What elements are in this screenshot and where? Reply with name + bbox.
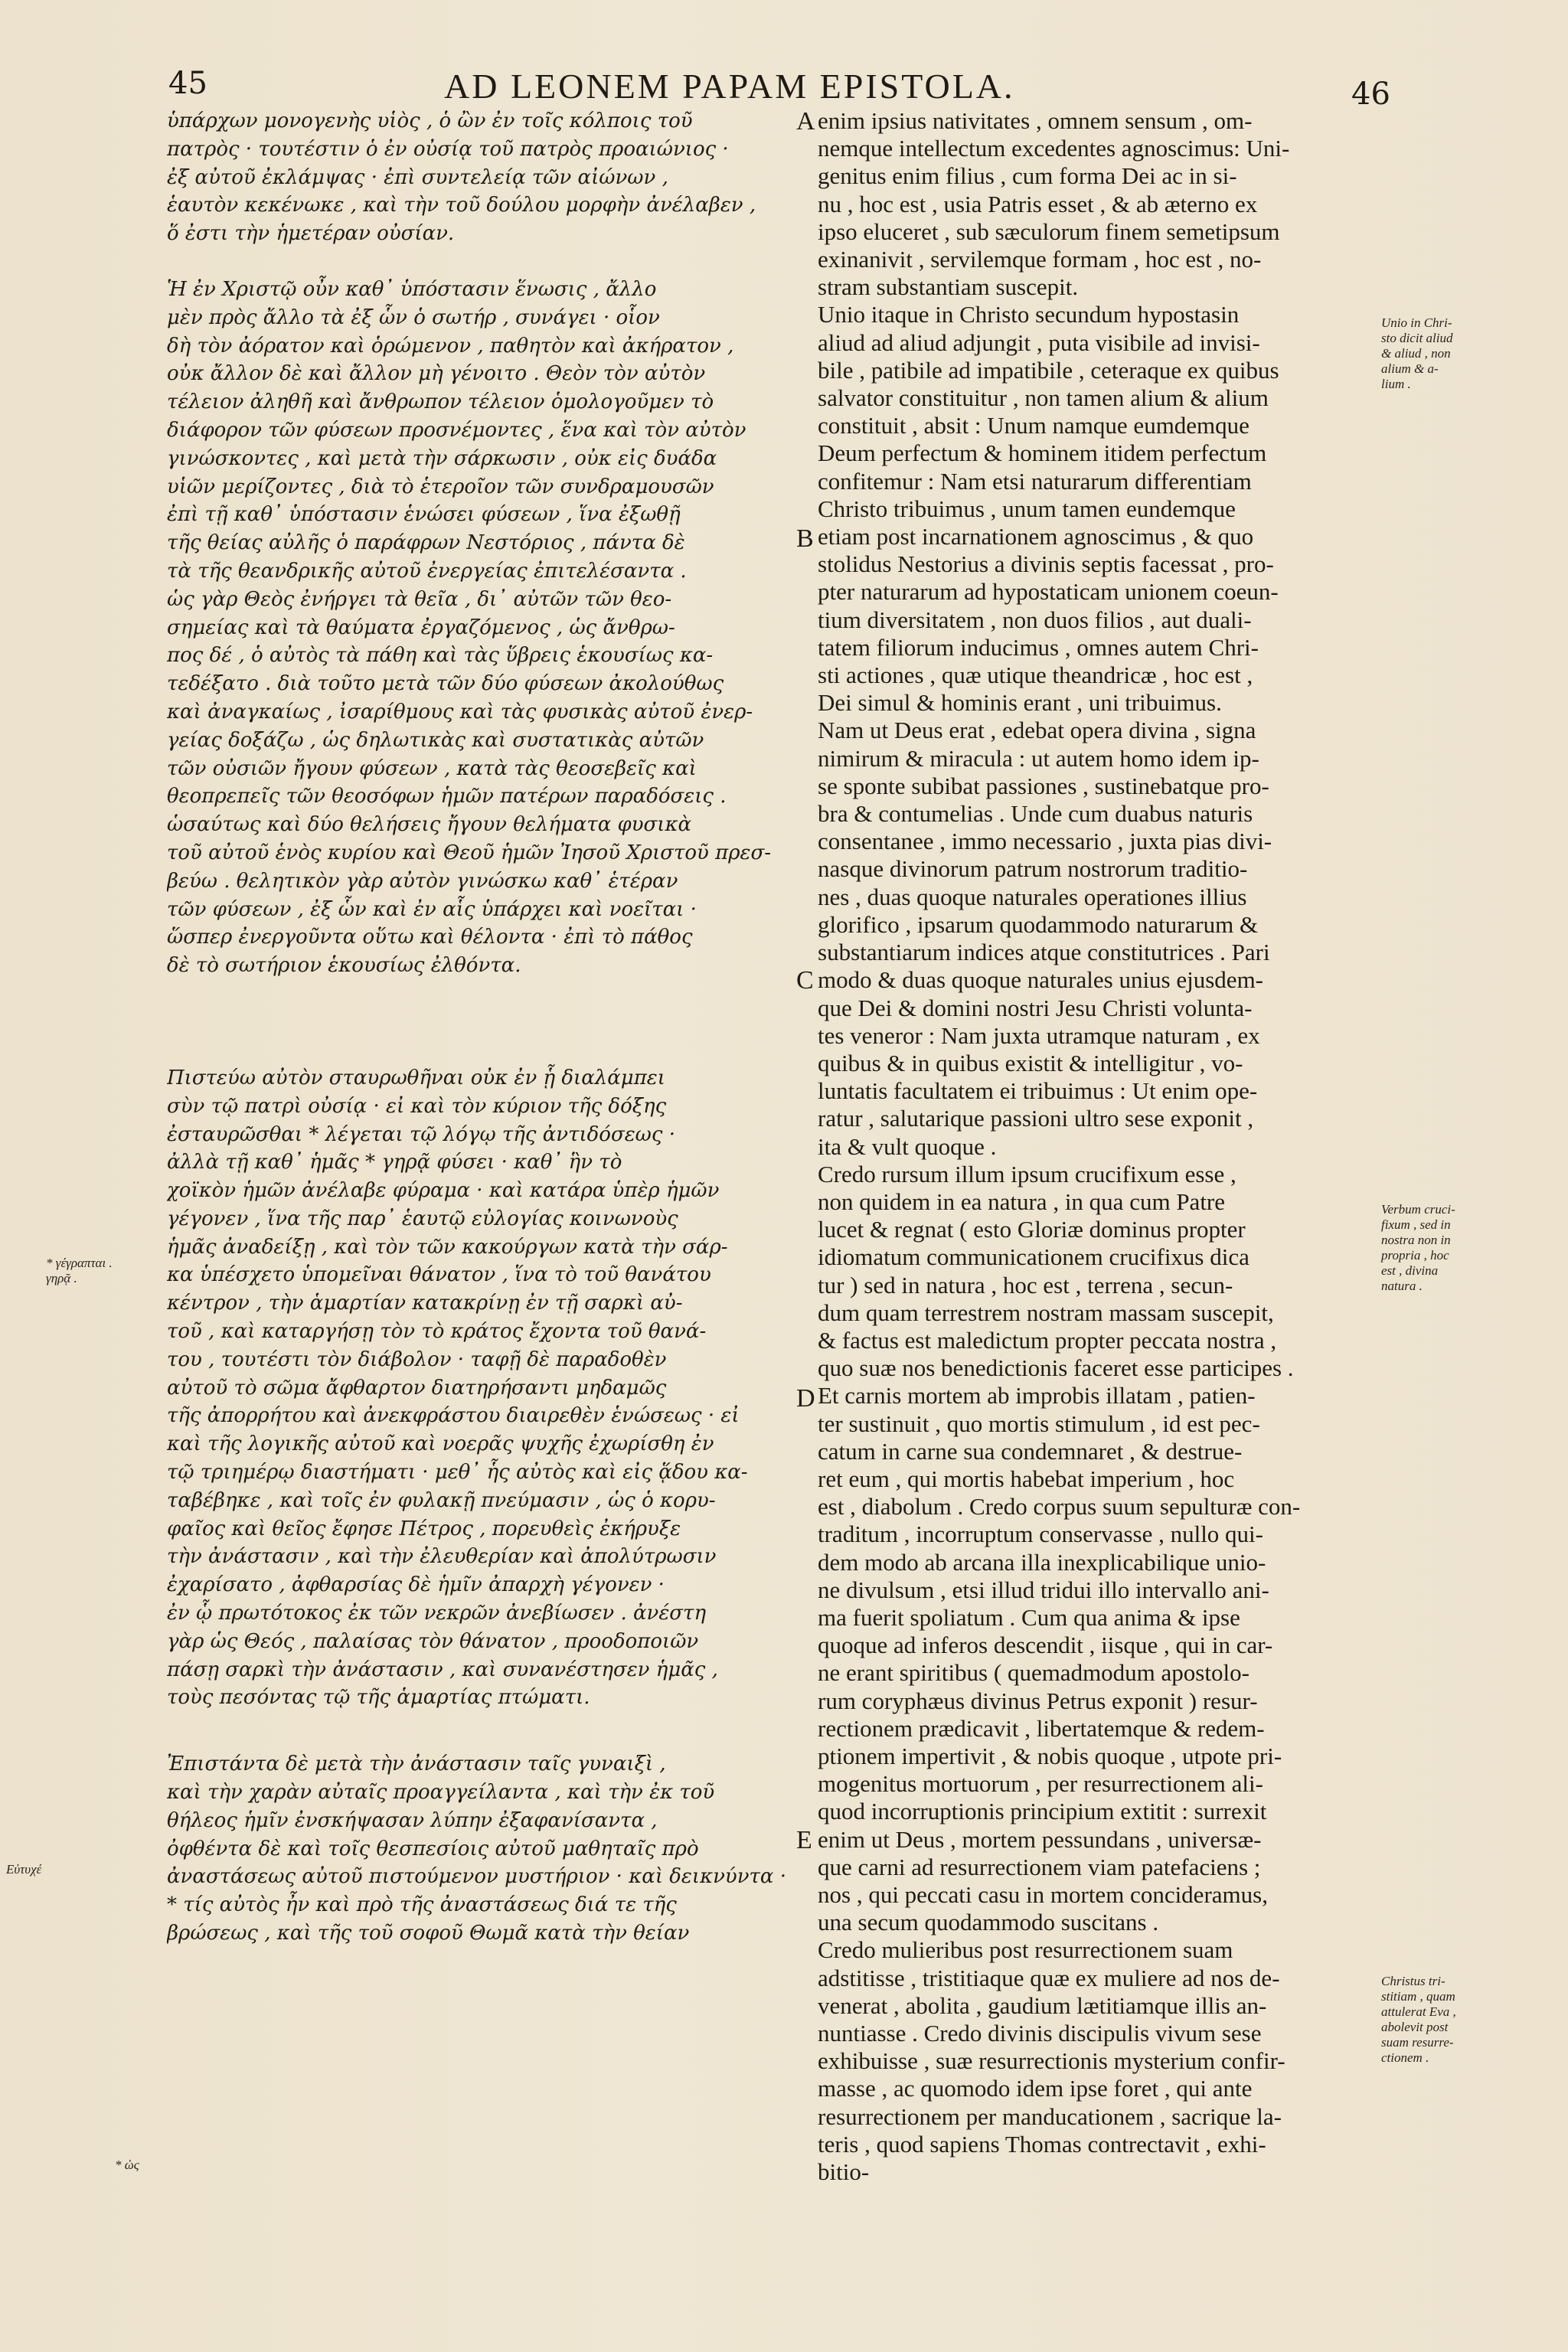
margin-letter-b: B [796, 524, 814, 553]
greek-paragraph: Πιστεύω αὐτὸν σταυρωθῆναι οὐκ ἐν ᾗ διαλάμπει σὺν τῷ πατρὶ οὐσίᾳ · εἰ καὶ τὸν κύριον τῆς δόξης ἐσταυρῶσθαι * λέγεται τῷ λόγῳ τῆς ἀντιδόσεως · ἀλλὰ τῇ καθ᾽ ἡμᾶς * γηρᾷ φύσει · καθ᾽ ἣν τὸ χοϊκὸν ἡμῶν ἀνέλαβε φύραμα · καὶ κατάρα ὑπὲρ ἡμῶν γέγονεν , ἵνα τῆς παρ᾽ ἑαυτῷ εὐλογίας κοινωνοὺς ἡμᾶς ἀναδείξῃ , καὶ τὸν τῶν κακούργων κατὰ τὴν σάρ- κα ὑπέσχετο ὑπομεῖναι θάνατον , ἵνα τὸ τοῦ θανάτου κέντρον , τὴν ἁμαρτίαν κατακρίνῃ ἐν τῇ σαρκὶ αὐ- τοῦ , καὶ καταργήσῃ τὸν τὸ κράτος ἔχοντα τοῦ θανά- του , τουτέστι τὸν διάβολον · ταφῇ δὲ παραδοθὲν αὐτοῦ τὸ σῶμα ἄφθαρτον διατηρήσαντι μηδαμῶς τῆς ἀπορρήτου καὶ ἀνεκφράστου διαιρεθὲν ἑνώσεως · εἰ καὶ τῆς λογικῆς αὐτοῦ καὶ νοερᾶς ψυχῆς ἐχωρίσθη ἐν τῷ τριημέρῳ διαστήματι · μεθ᾽ ἧς αὐτὸς καὶ εἰς ᾅδου κα- ταβέβηκε , καὶ τοῖς ἐν φυλακῇ πνεύμασιν , ὡς ὁ κορυ- φαῖος καὶ θεῖος ἔφησε Πέτρος , πορευθεὶς ἐκήρυξε τὴν ἀνάστασιν , καὶ τὴν ἐλευθερίαν καὶ ἀπολύτρωσιν ἐχαρίσατο , ἀφθαρσίας δὲ ἡμῖν ἀπαρχὴ γέγονεν · ἐν ᾧ πρωτότοκος ἐκ τῶν νεκρῶν ἀνεβίωσεν . ἀνέστη γὰρ ὡς Θεός , παλαίσας τὸν θάνατον , προοδοποιῶν πάσῃ σαρκὶ τὴν ἀνάστασιν , καὶ συνανέστησεν ἡμᾶς , τοὺς πεσόντας τῷ τῆς ἁμαρτίας πτώματι. [167, 1066, 748, 1710]
margin-letter-c: C [796, 966, 814, 995]
margin-letter-d: D [796, 1384, 815, 1413]
greek-paragraph: ὑπάρχων μονογενὴς υἱὸς , ὁ ὢν ἐν τοῖς κόλποις τοῦ πατρὸς · τουτέστιν ὁ ἐν οὐσίᾳ τοῦ πατρὸς προαιώνιος · ἐξ αὐτοῦ ἐκλάμψας · ἐπὶ συντελείᾳ τῶν αἰώνων , ἑαυτὸν κεκένωκε , καὶ τὴν τοῦ δούλου μορφὴν ἀνέλαβεν , ὅ ἐστι τὴν ἡμετέραν οὐσίαν. [167, 109, 756, 246]
greek-paragraph: Ἐπιστάντα δὲ μετὰ τὴν ἀνάστασιν ταῖς γυναιξὶ , καὶ τὴν χαρὰν αὐταῖς προαγγείλαντα , καὶ τὴν ἐκ τοῦ θήλεος ἡμῖν ἐνσκήψασαν λύπην ἐξαφανίσαντα , ὀφθέντα δὲ καὶ τοῖς θεσπεσίοις αὐτοῦ μαθηταῖς πρὸ ἀναστάσεως αὐτοῦ πιστούμενον μυστήριον · καὶ δεικνύντα · * τίς αὐτὸς ἦν καὶ πρὸ τῆς ἀναστάσεως διά τε τῆς βρώσεως , καὶ τῆς τοῦ σοφοῦ Θωμᾶ κατὰ τὴν θείαν [167, 1753, 787, 1945]
latin-text-column [818, 107, 1392, 2328]
margin-letter-a: A [796, 107, 815, 136]
latin-paragraph: enim ipsius nativitates , omnem sensum , om- nemque intellectum excedentes agnoscimus: Uni- genitus enim filius , cum forma Dei ac in si- nu , hoc est , usia Patris esset , & ab æterno ex ipso eluceret , sub sæculorum finem semetipsum exinanivit , servilemque formam , hoc est , no- stram substantiam suscepit. [818, 107, 1290, 301]
margin-note-greek-variant: * γέγραπται . γηρᾷ . [46, 1256, 113, 1285]
latin-paragraph: Unio itaque in Christo secundum hypostasin aliud ad aliud adjungit , puta visibile ad invisi- bile , patibile ad impatibile , ceteraque ex quibus salvator constituitur , non tamen alium & alium constituit , absit : Unum namque eumdemque Deum perfectum & hominem itidem perfectum confitemur : Nam etsi naturarum differentiam Christo tribuimus , unum tamen eundemque etiam post incarnationem agnoscimus , & quo stolidus Nestorius a divinis septis facessat , pro- pter naturarum ad hypostaticam unionem coeun- tium diversitatem , non duos filios , aut duali- tatem filiorum inducimus , omnes autem Chri- sti actiones , quæ utique theandricæ , hoc est , Dei simul & hominis erant , uni tribuimus. Nam ut Deus erat , edebat opera divina , signa nimirum & miracula : ut autem homo idem ip- se sponte subibat passiones , sustinebatque pro- bra & contumelias . Unde cum duabus naturis consentanee , immo necessario , juxta pias divi- nasque divinorum patrum nostrorum traditio- nes , duas quoque naturales operationes illius glorifico , ipsarum quodammodo naturarum & substantiarum indices atque constitutrices . Pari modo & duas quoque naturales unius ejusdem- que Dei & domini nostri Jesu Christi volunta- tes veneror : Nam juxta utramque naturam , ex quibus & in quibus existit & intelligitur , vo- luntatis facultatem ei tribuimus : Ut enim ope- ratur , salutarique passioni ultro sese exponit , ita & vult quoque . [818, 301, 1279, 1160]
greek-text-column [167, 107, 802, 2328]
margin-note-hos: * ὡς [115, 2158, 139, 2172]
latin-paragraph: Credo mulieribus post resurrectionem suam adstitisse , tristitiaque quæ ex muliere ad nos de- venerat , abolita , gaudium lætitiamque illis an- nuntiasse . Credo divinis discipulis vivum sese exhibuisse , suæ resurrectionis mysterium confir- masse , ac quomodo idem ipse foret , qui ante resurrectionem per manducationem , sacrique la- teris , quod sapiens Thomas contrectavit , exhi- bitio- [818, 1936, 1285, 2186]
right-page-number: 46 [1351, 77, 1390, 112]
page-header [168, 66, 1393, 112]
margin-note-eutyches: Εὐτυχέ [6, 1862, 42, 1877]
running-title: AD LEONEM PAPAM EPISTOLA. [444, 67, 1015, 106]
margin-note-unio: Unio in Chri- sto dicit aliud & aliud , non alium & a- lium . [1381, 315, 1453, 391]
margin-note-christus: Christus tri- stitiam , quam attulerat Eva , abolevit post suam resurre- ctionem . [1381, 1974, 1456, 2065]
left-page-number: 45 [168, 66, 207, 101]
greek-paragraph: Ἡ ἐν Χριστῷ οὖν καθ᾽ ὑπόστασιν ἕνωσις , ἄλλο μὲν πρὸς ἄλλο τὰ ἐξ ὧν ὁ σωτήρ , συνάγει · οἷον δὴ τὸν ἀόρατον καὶ ὁρώμενον , παθητὸν καὶ ἀκήρατον , οὐκ ἄλλον δὲ καὶ ἄλλον μὴ γένοιτο . Θεὸν τὸν αὐτὸν τέλειον ἀληθῆ καὶ ἄνθρωπον τέλειον ὁμολογοῦμεν τὸ διάφορον τῶν φύσεων προσνέμοντες , ἕνα καὶ τὸν αὐτὸν γινώσκοντες , καὶ μετὰ τὴν σάρκωσιν , οὐκ εἰς δυάδα υἱῶν μερίζοντες , διὰ τὸ ἑτεροῖον τῶν συνδραμουσῶν ἐπὶ τῇ καθ᾽ ὑπόστασιν ἑνώσει φύσεων , ἵνα ἐξωθῇ τῆς θείας αὐλῆς ὁ παράφρων Νεστόριος , πάντα δὲ τὰ τῆς θεανδρικῆς αὐτοῦ ἐνεργείας ἐπιτελέσαντα . ὡς γὰρ Θεὸς ἐνήργει τὰ θεῖα , δι᾽ αὐτῶν τῶν θεο- σημείας καὶ τὰ θαύματα ἐργαζόμενος , ὡς ἄνθρω- πος δέ , ὁ αὐτὸς τὰ πάθη καὶ τὰς ὕβρεις ἑκουσίως κα- τεδέξατο . διὰ τοῦτο μετὰ τῶν δύο φύσεων ἀκολούθως καὶ ἀναγκαίως , ἰσαρίθμους καὶ τὰς φυσικὰς αὐτοῦ ἐνερ- γείας δοξάζω , ὡς δηλωτικὰς καὶ συστατικὰς αὐτῶν τῶν οὐσιῶν ἤγουν φύσεων , κατὰ τὰς θεοσεβεῖς καὶ θεοπρεπεῖς τῶν θεοσόφων ἡμῶν πατέρων παραδόσεις . ὡσαύτως καὶ δύο θελήσεις ἤγουν θελήματα φυσικὰ τοῦ αὐτοῦ ἑνὸς κυρίου καὶ Θεοῦ ἡμῶν Ἰησοῦ Χριστοῦ πρεσ- βεύω . θελητικὸν γὰρ αὐτὸν γινώσκω καθ᾽ ἑτέραν τῶν φύσεων , ἐξ ὧν καὶ ἐν αἷς ὑπάρχει καὶ νοεῖται · ὥσπερ ἐνεργοῦντα οὕτω καὶ θέλοντα · ἐπὶ τὸ πάθος δὲ τὸ σωτήριον ἑκουσίως ἐλθόντα. [167, 277, 771, 978]
margin-note-verbum: Verbum cruci- fixum , sed in nostra non in propria , hoc est , divina natura . [1381, 1202, 1455, 1293]
margin-letter-e: E [796, 1826, 812, 1854]
latin-paragraph: Credo rursum illum ipsum crucifixum esse , non quidem in ea natura , in qua cum Patre lucet & regnat ( esto Gloriæ dominus propter idiomatum communicationem crucifixus dica tur ) sed in natura , hoc est , terrena , secun- dum quam terrestrem nostram massam suscepit, & factus est maledictum propter peccata nostra , quo suæ nos benedictionis faceret esse participes . Et carnis mortem ab improbis illatam , patien- ter sustinuit , quo mortis stimulum , id est pec- catum in carne sua condemnaret , & destrue- ret eum , qui mortis habebat imperium , hoc est , diabolum . Credo corpus suum sepulturæ con- traditum , incorruptum conservasse , nullo qui- dem modo ab arcana illa inexplicabilique unio- ne divulsum , etsi illud tridui illo intervallo ani- ma fuerit spoliatum . Cum qua anima & ipse quoque ad inferos descendit , iisque , qui in car- ne erant spiritibus ( quemadmodum apostolo- rum coryphæus divinus Petrus exponit ) resur- rectionem prædicavit , libertatemque & redem- ptionem impertivit , & nobis quoque , utpote pri- mogenitus mortuorum , per resurrectionem ali- quod incorruptionis principium extitit : surrexit enim ut Deus , mortem pessundans , universæ- que carni ad resurrectionem viam patefaciens ; nos , qui peccati casu in mortem concideramus, una secum quodammodo suscitans . [818, 1160, 1301, 1936]
